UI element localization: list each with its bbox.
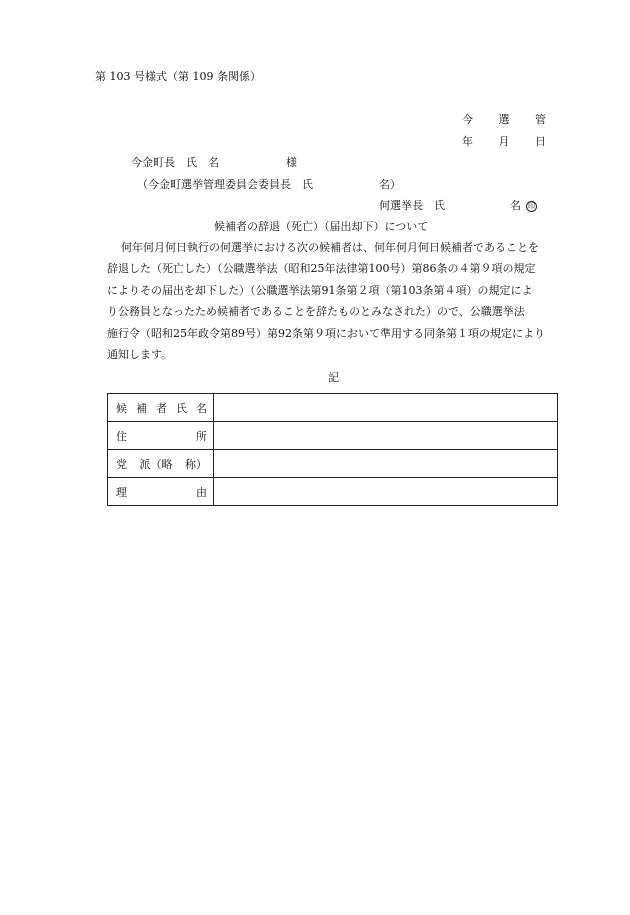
sender-name-suffix bbox=[510, 199, 537, 213]
issuer-code-line bbox=[462, 113, 546, 127]
candidate-name-value bbox=[214, 394, 558, 422]
label-char: 所 bbox=[196, 429, 207, 443]
addressee-alt-suffix: 名） bbox=[379, 178, 401, 191]
label-char: 称） bbox=[185, 457, 207, 471]
body-line: 何年何月何日執行の何選挙における次の候補者は、何年何月何日候補者であることを bbox=[121, 241, 539, 254]
date-month: 月 bbox=[498, 135, 510, 148]
label-char: 者 bbox=[156, 401, 167, 415]
body-line: 施行令（昭和25年政令第89号）第92条第９項において準用する同条第１項の規定により bbox=[107, 327, 545, 340]
address-value bbox=[214, 422, 558, 450]
label-char: 候 bbox=[116, 401, 127, 415]
party-value bbox=[214, 450, 558, 478]
seal-mark: 印 bbox=[528, 201, 535, 210]
addressee-alt-label: （今金町選挙管理委員会委員長 氏 bbox=[137, 178, 313, 191]
body-line: によりその届出を却下した）（公職選挙法第91条第２項（第103条第４項）の規定によ bbox=[107, 284, 533, 297]
label-char: 氏 bbox=[176, 401, 187, 415]
date-line bbox=[462, 135, 546, 149]
label-char: 住 bbox=[116, 429, 127, 443]
body-line: 通知します。 bbox=[107, 348, 173, 361]
label-char: 補 bbox=[136, 401, 147, 415]
sender-label: 何選挙長 氏 bbox=[379, 199, 445, 212]
candidate-details-table bbox=[107, 393, 558, 506]
date-year: 年 bbox=[462, 135, 473, 148]
label-char: 由 bbox=[196, 485, 207, 499]
addressee-honorific: 様 bbox=[286, 156, 297, 169]
issuer-code-char: 選 bbox=[498, 113, 510, 126]
date-day: 日 bbox=[535, 135, 546, 148]
row-label-address bbox=[108, 422, 214, 450]
label-char: 党 bbox=[116, 457, 127, 471]
body-line: 辞退した（死亡した）（公職選挙法（昭和25年法律第100号）第86条の４第９項の規定 bbox=[107, 262, 536, 275]
row-label-party bbox=[108, 450, 214, 478]
body-line: り公務員となったため候補者であることを辞たものとみなされた）ので、公職選挙法 bbox=[107, 305, 525, 318]
label-char: 名 bbox=[196, 401, 207, 415]
issuer-code-char: 今 bbox=[462, 113, 473, 126]
label-char: 理 bbox=[116, 485, 127, 499]
form-number: 第 103 号様式（第 109 条関係） bbox=[95, 70, 261, 83]
table-row bbox=[108, 422, 558, 450]
issuer-code-char: 管 bbox=[535, 113, 546, 126]
record-heading: 記 bbox=[328, 371, 339, 384]
table-row bbox=[108, 450, 558, 478]
label-char: 派（略 bbox=[139, 457, 173, 471]
reason-value bbox=[214, 478, 558, 506]
row-label-candidate-name bbox=[108, 394, 214, 422]
sender-name-char: 名 bbox=[510, 199, 521, 212]
row-label-reason bbox=[108, 478, 214, 506]
subject-line: 候補者の辞退（死亡）（届出却下）について bbox=[214, 220, 429, 233]
table-row bbox=[108, 394, 558, 422]
addressee-name-label: 今金町長 氏 名 bbox=[131, 156, 219, 169]
table-row bbox=[108, 478, 558, 506]
